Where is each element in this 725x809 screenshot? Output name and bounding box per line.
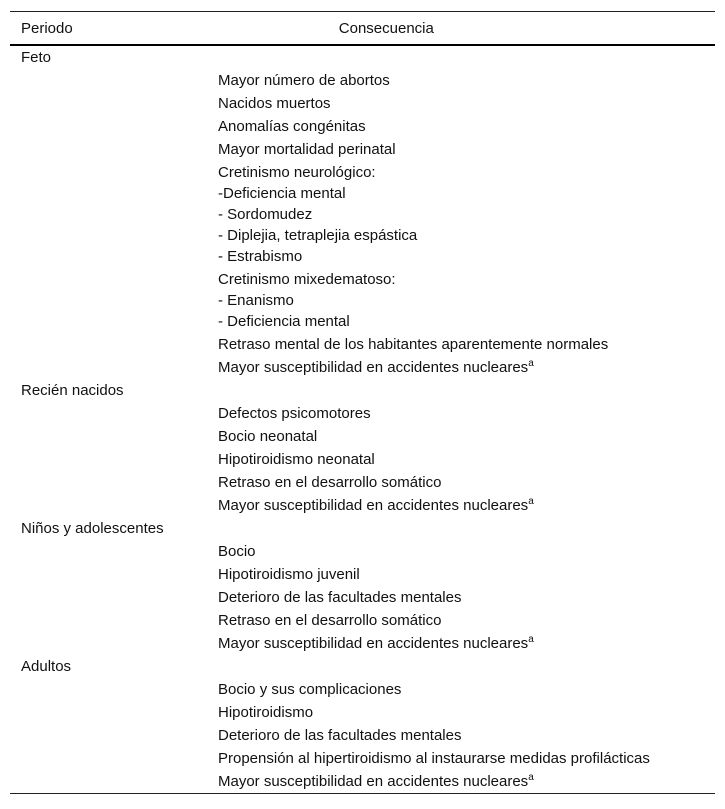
consequence-text: - Enanismo [218, 292, 294, 309]
consequence-text: Mayor susceptibilidad en accidentes nucleares [218, 635, 529, 652]
consequence-cell [10, 333, 715, 356]
consequence-cell [10, 540, 715, 563]
consequence-text: - Sordomudez [218, 206, 313, 223]
footnote-mark: a [528, 496, 534, 507]
header-periodo: Periodo [21, 19, 73, 37]
consequence-text: Hipotiroidismo juvenil [218, 566, 360, 583]
table-row [10, 402, 715, 425]
consequence-cell [10, 402, 715, 425]
table-row [10, 563, 715, 586]
table-row [10, 138, 715, 161]
table-row [10, 770, 715, 794]
consequence-cell [10, 747, 715, 770]
table-row [10, 471, 715, 494]
consequence-text: Mayor susceptibilidad en accidentes nucleares [218, 497, 529, 514]
table-row [10, 678, 715, 701]
consequence-cell [10, 425, 715, 448]
consequence-cell [10, 632, 715, 655]
consequence-text: Deterioro de las facultades mentales [218, 589, 462, 606]
table-row [10, 540, 715, 563]
consequence-cell [10, 609, 715, 632]
consequence-cell [10, 448, 715, 471]
consequence-cell [10, 92, 715, 115]
table-row [10, 632, 715, 655]
table-row [10, 724, 715, 747]
consequence-text: - Deficiencia mental [218, 313, 350, 330]
consequence-cell [10, 586, 715, 609]
consequence-text: Bocio y sus complicaciones [218, 681, 402, 698]
consequence-text: -Deficiencia mental [218, 185, 346, 202]
period-row [10, 45, 715, 69]
table-row [10, 356, 715, 379]
consequence-text: Cretinismo mixedematoso: [218, 271, 396, 288]
period-row [10, 379, 715, 402]
consequence-text: Mayor mortalidad perinatal [218, 141, 396, 158]
header-consecuencia: Consecuencia [338, 19, 434, 37]
table-row [10, 92, 715, 115]
consequence-text: Nacidos muertos [218, 95, 331, 112]
consequence-text: Defectos psicomotores [218, 405, 371, 422]
table-body [10, 45, 715, 794]
consequence-text: Hipotiroidismo [218, 704, 314, 721]
footnote-mark: a [528, 358, 534, 369]
consequence-cell [10, 356, 715, 379]
consequence-text: Mayor susceptibilidad en accidentes nucleares [218, 359, 529, 376]
consequence-text: Retraso en el desarrollo somático [218, 474, 442, 491]
consequence-text: Retraso en el desarrollo somático [218, 612, 442, 629]
table-row [10, 701, 715, 724]
consequence-text: - Estrabismo [218, 248, 303, 265]
consequence-text: Propensión al hipertiroidismo al instaurarse medidas profilácticas [218, 750, 650, 767]
footnote-mark: a [528, 772, 534, 783]
consequence-cell [10, 701, 715, 724]
consequence-cell [10, 471, 715, 494]
consequence-cell [10, 161, 715, 268]
table-row [10, 609, 715, 632]
consequence-text: Mayor número de abortos [218, 72, 390, 89]
period-row [10, 517, 715, 540]
table-row [10, 268, 715, 333]
period-label: Adultos [21, 658, 72, 675]
table-row [10, 161, 715, 268]
consequence-text: Bocio neonatal [218, 428, 318, 445]
consequence-text: Deterioro de las facultades mentales [218, 727, 462, 744]
table-row [10, 425, 715, 448]
consequence-text: Hipotiroidismo neonatal [218, 451, 375, 468]
period-row [10, 655, 715, 678]
period-label: Recién nacidos [21, 382, 124, 399]
table-row [10, 747, 715, 770]
period-label: Feto [21, 49, 52, 66]
consequence-text: Mayor susceptibilidad en accidentes nucleares [218, 773, 529, 790]
consequence-cell [10, 678, 715, 701]
table-row [10, 494, 715, 517]
consequence-text: Retraso mental de los habitantes aparentemente normales [218, 336, 609, 353]
consequence-text: - Diplejia, tetraplejia espástica [218, 227, 418, 244]
consequence-text: Bocio [218, 543, 256, 560]
consequence-cell [10, 138, 715, 161]
table-row [10, 333, 715, 356]
consequence-text: Anomalías congénitas [218, 118, 366, 135]
consequence-cell [10, 563, 715, 586]
consequence-cell [10, 69, 715, 92]
period-label: Niños y adolescentes [21, 520, 164, 537]
footnote-mark: a [528, 634, 534, 645]
table-row [10, 115, 715, 138]
header-row [10, 12, 715, 46]
consequence-text: Cretinismo neurológico: [218, 164, 376, 181]
consequence-cell [10, 724, 715, 747]
table-row [10, 448, 715, 471]
consequences-table [10, 11, 715, 794]
table-row [10, 586, 715, 609]
consequence-cell [10, 770, 715, 794]
table-row [10, 69, 715, 92]
consequence-cell [10, 268, 715, 333]
consequence-cell [10, 494, 715, 517]
consequence-cell [10, 115, 715, 138]
